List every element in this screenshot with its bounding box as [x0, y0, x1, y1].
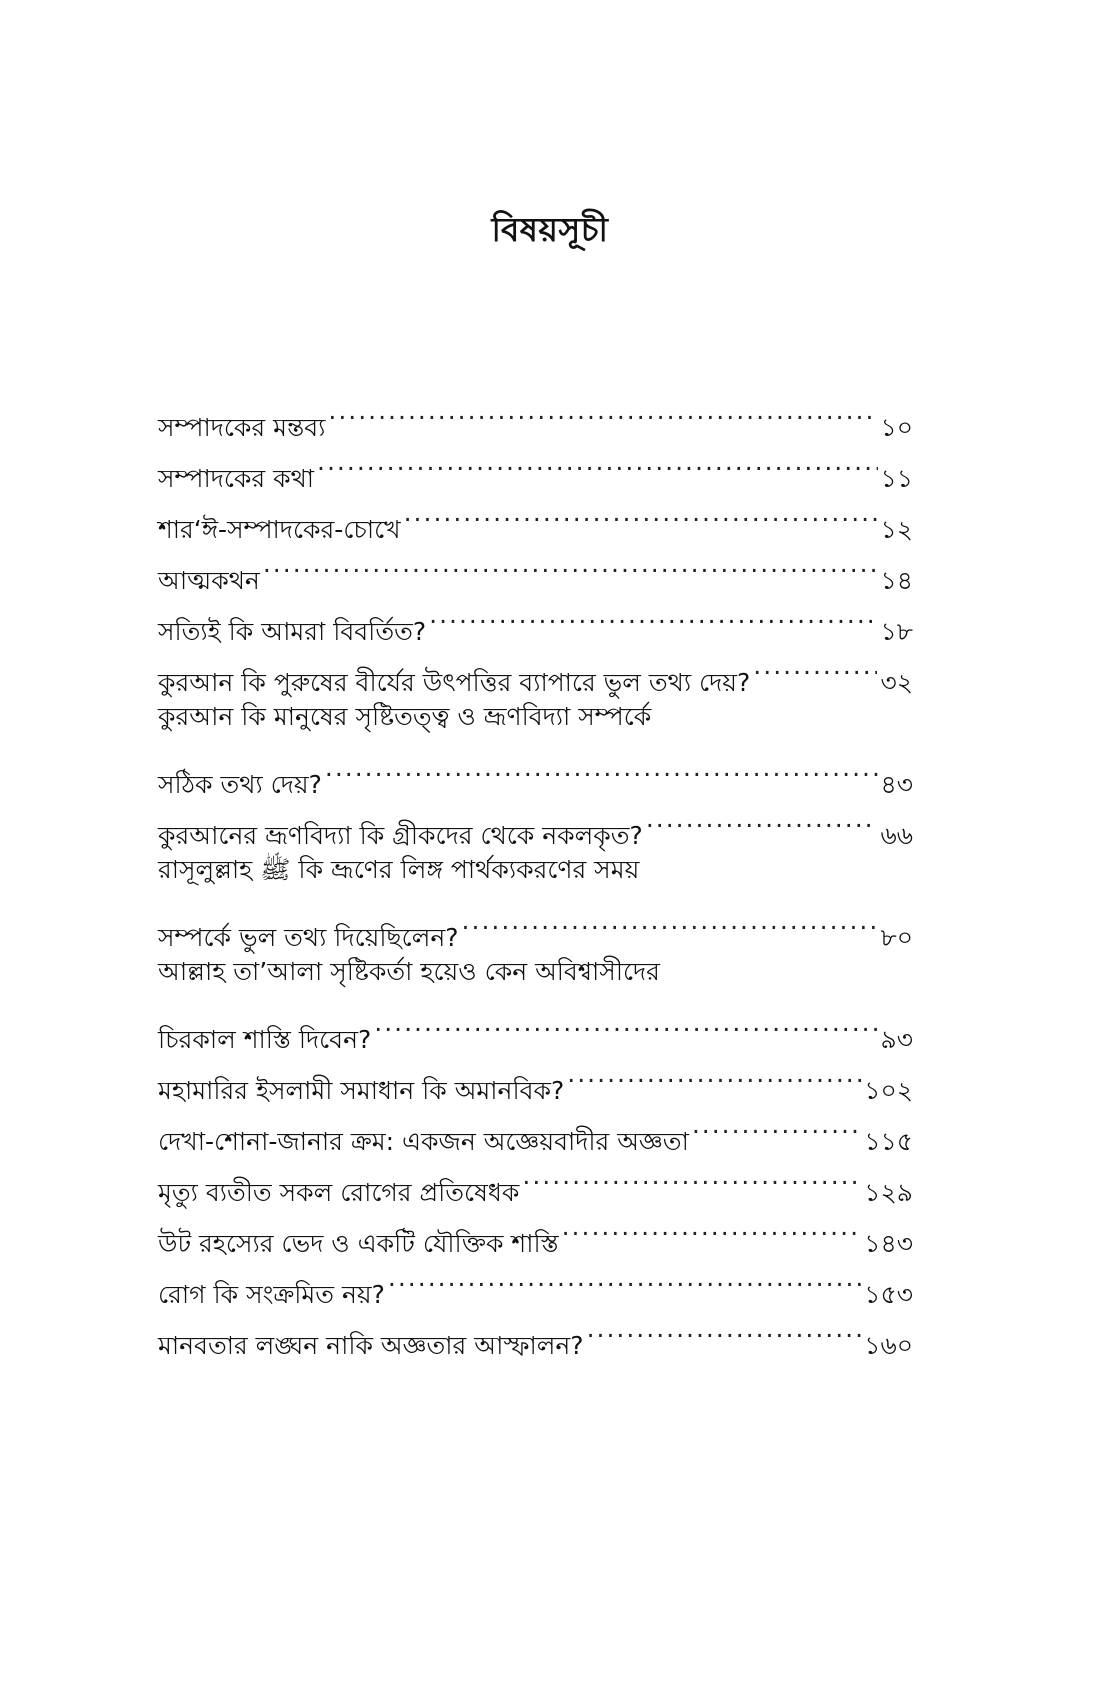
toc-entry-page: ৮০ [880, 923, 913, 952]
toc-entry-page: ১১ [880, 464, 913, 493]
dot-leader [328, 385, 877, 436]
dot-leader [753, 640, 877, 691]
toc-entry-continued [158, 691, 913, 742]
toc-entry-title: মৃত্যু ব্যতীত সকল রোগের প্রতিষেধক [158, 1178, 520, 1207]
toc-entry-page: ৪৩ [880, 770, 913, 799]
toc-entry-title: কুরআন কি পুরুষের বীর্যের উৎপত্তির ব্যাপারে ভুল তথ্য দেয়? [158, 668, 751, 697]
toc-entry-continued [158, 844, 913, 895]
toc-entry-title: সম্পাদকের কথা [158, 464, 315, 493]
toc-entry [158, 538, 913, 595]
toc-entry-title: সত্যিই কি আমরা বিবর্তিত? [158, 617, 427, 646]
dot-leader [263, 538, 878, 589]
toc-entry-page: ১৮ [880, 617, 913, 646]
dot-leader [462, 895, 878, 946]
toc-entry-title: রোগ কি সংক্রমিত নয়? [158, 1280, 385, 1309]
toc-entry-page: ১১৫ [864, 1127, 913, 1156]
dot-leader [429, 589, 877, 640]
toc-entry [158, 997, 913, 1054]
toc-entry-title: আল্লাহ তা’আলা সৃষ্টিকর্তা হয়েও কেন অবিশ্বাসীদের [158, 957, 660, 986]
toc-entry-title: কুরআন কি মানুষের সৃষ্টিতত্ত্ব ও ভ্রূণবিদ্যা সম্পর্কে [158, 702, 652, 731]
toc-entry-page: ১২৯ [864, 1178, 913, 1207]
toc-entry-title: উট রহস্যের ভেদ ও একটি যৌক্তিক শাস্তি [158, 1229, 559, 1258]
toc-entry-page: ১০ [880, 413, 913, 442]
toc-entry-page: ১২ [880, 515, 913, 544]
toc-entry-page: ৩২ [880, 668, 913, 697]
toc-entry-continued [158, 946, 913, 997]
dot-leader [404, 487, 878, 538]
toc-entry-page: ৯৩ [880, 1025, 913, 1054]
toc-entry-title: চিরকাল শাস্তি দিবেন? [158, 1025, 372, 1054]
toc-entry-title: দেখা-শোনা-জানার ক্রম: একজন অজ্ঞেয়বাদীর অজ্ঞতা [158, 1127, 689, 1156]
dot-leader [522, 1150, 861, 1201]
dot-leader [562, 1201, 862, 1252]
dot-leader [317, 436, 878, 487]
toc-entry-title: সম্পর্কে ভুল তথ্য দিয়েছিলেন? [158, 923, 459, 952]
toc-entry-title: রাসূলুল্লাহ ﷺ কি ভ্রূণের লিঙ্গ পার্থক্যকরণের সময় [158, 855, 640, 884]
dot-leader [325, 742, 878, 793]
toc-entry-title: শার‘ঈ-সম্পাদকের-চোখে [158, 515, 401, 544]
toc-entry-page: ৬৬ [880, 821, 913, 850]
toc-entry-title: কুরআনের ভ্রূণবিদ্যা কি গ্রীকদের থেকে নকলকৃত? [158, 821, 643, 850]
toc-entry-page: ১৪ [880, 566, 913, 595]
toc-entry [158, 385, 913, 442]
dot-leader [567, 1048, 861, 1099]
page-title: বিষয়সূচী [491, 210, 609, 249]
dot-leader [388, 1252, 861, 1303]
table-of-contents [158, 385, 913, 1360]
toc-entry-page: ১০২ [864, 1076, 913, 1105]
toc-entry-title: সম্পাদকের মন্তব্য [158, 413, 326, 442]
toc-entry [158, 589, 913, 646]
dot-leader [587, 1303, 862, 1354]
toc-entry [158, 895, 913, 952]
dot-leader [692, 1099, 862, 1150]
toc-entry-title: মানবতার লঙ্ঘন নাকি অজ্ঞতার আস্ফালন? [158, 1331, 584, 1360]
toc-entry-page: ১৫৩ [864, 1280, 913, 1309]
dot-leader [374, 997, 877, 1048]
toc-entry-title: সঠিক তথ্য দেয়? [158, 770, 322, 799]
toc-entry-page: ১৪৩ [864, 1229, 913, 1258]
toc-entry-page: ১৬০ [864, 1331, 913, 1360]
dot-leader [646, 793, 878, 844]
toc-entry-title: মহামারির ইসলামী সমাধান কি অমানবিক? [158, 1076, 565, 1105]
toc-entry-title: আত্মকথন [158, 566, 260, 595]
toc-entry [158, 742, 913, 799]
